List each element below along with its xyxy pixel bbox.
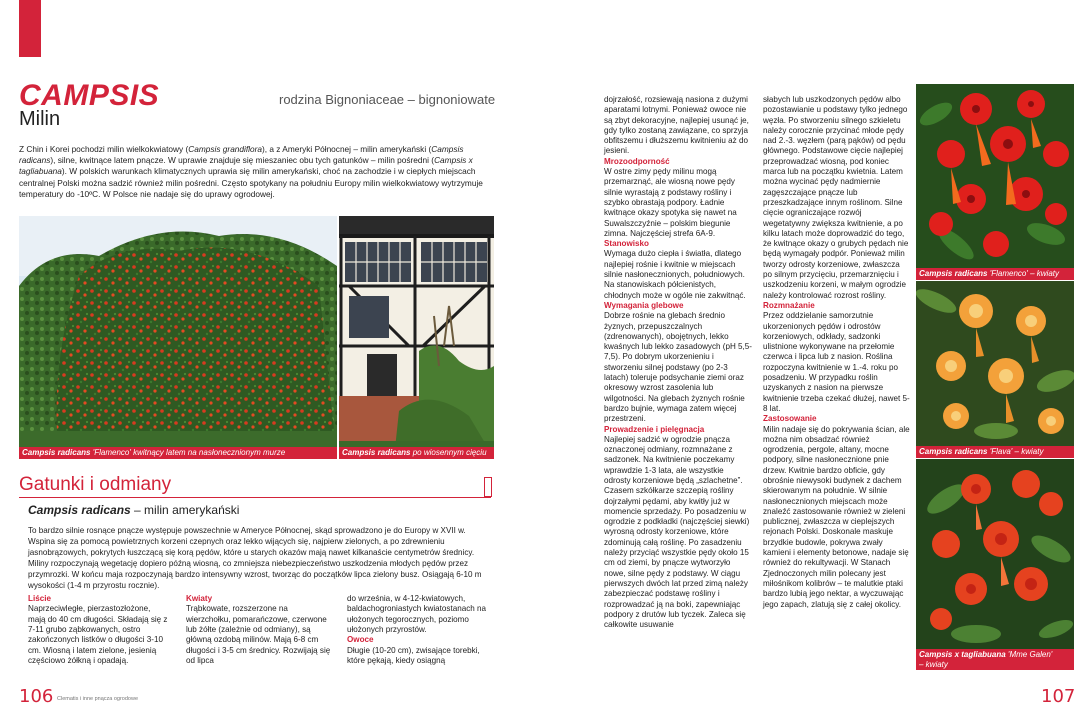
caption-flamenco: Campsis radicans 'Flamenco' – kwiaty [916, 268, 1074, 280]
body-paragraph: Wymaga dużo ciepła i światła, dlatego najlepiej rośnie i kwitnie w miejscach silnie nasłonecznionych, południowych. Na stanowiskach półcienistych, chłodnych może w ogóle nie zakwitnąć. [604, 249, 746, 300]
body-paragraph: W ostre zimy pędy milinu mogą przemarznąć, ale wiosną nowe pędy silnie wyrastają z podstawy rośliny i szybko obrastają podpory. Ładnie kwitnące okazy spotyka się nawet na Suwalszczyźnie – polskim biegunie zimna. Najczęściej strefa 6A-9. [604, 167, 737, 238]
body-paragraph: Najlepiej sadzić w ogrodzie pnącza oznaczonej odmiany, rozmnażane z sadzonek. Na kwitnienie poczekamy wprawdzie 1-3 lata, ale wszystkie odrosty korzeniowe będą „szlachetne”. Czasem szkółkarze szczepią rośliny dojrzałymi pędami, aby kwitły już w momencie sprzedaży. Po posadzeniu w ogrodzie z podkładki (najczęściej siewki) wyrosną odrosty korzeniowe, które zdominują całą roślinę. Po zasadzeniu należy przyciąć wszystkie pędy około 15 cm od ziemi, by pnącze wytworzyło nowe, silne pędy z podstawy. W ciągu pierwszych dwóch lat przed zimą należy zabezpieczać podstawę rośliny i rozprowadzać ją na boki, zapewniając podpory z drutów lub tyczek. Zaleca się całkowite usuwanie [604, 434, 750, 630]
common-name: Milin [19, 108, 61, 130]
wall-photo-illustration [19, 216, 337, 458]
photo-flamenco-flowers [916, 84, 1074, 268]
photo-campsis-wall [19, 216, 337, 458]
caption-house-photo: Campsis radicans po wiosennym cięciu [339, 447, 494, 459]
subsection-heading: Wymagania glebowe [604, 300, 684, 310]
section-rule [19, 497, 491, 498]
caption-mme-galen: Campsis x tagliabuana 'Mme Galen' – kwiaty [916, 649, 1074, 670]
house-photo-illustration [339, 216, 494, 458]
subsection-heading: Stanowisko [604, 239, 649, 249]
photo-house-after-pruning [339, 216, 494, 458]
subsection-heading: Prowadzenie i pielęgnacja [604, 424, 705, 434]
latin-name: Campsis grandiflora [188, 144, 263, 154]
caption-wall-photo: Campsis radicans 'Flamenco' kwitnący latem na nasłonecznionym murze [19, 447, 337, 459]
subsection-heading: Rozmnażanie [763, 300, 815, 310]
flamenco-photo-illustration [916, 84, 1074, 268]
species-description: To bardzo silnie rosnące pnącze występuje powszechnie w Ameryce Północnej, skąd sprowadzono je do Europy w XVII w. Wspina się za pomocą powietrznych korzeni czepnych oraz lekko wijących się, najpierw zielonych, a po zdrewnieniu jasnobrązowych, pokrytych łuszczącą się korą pędów, które u starych okazów mają nawet kilkanaście centymetrów średnicy. Miliny rozpoczynają wegetację dopiero późną wiosną, co zmniejsza niebezpieczeństwo uszkodzenia młodych pędów przez przymrozki. W końcu maja rozpoczynają bardzo intensywny wzrost, tworząc do początków lipca zielony busz. Osiągają 6-10 m wysokości (1-4 m przyrostu rocznie). [28, 526, 482, 590]
intro-text: ), silne, kwitnące latem pnącze. W uprawie znajduje się mieszaniec obu tych gatunków – milin pośredni ( [50, 155, 435, 166]
family-name: rodzina Bignoniaceae – bignoniowate [279, 92, 496, 107]
genus-title: CAMPSIS [19, 79, 160, 112]
body-paragraph: Milin nadaje się do pokrywania ścian, ale można nim obsadzać również ogrodzenia, pergole, altany, mocne podpory, silne nasłonecznione pnie drzew. Kwitnie bardzo obficie, gdy obrośnie niewysoki budynek z dachem skierowanym na południe. W silnie nasłonecznionych miejscach może znaleźć zastosowanie również w zieleni publicznej, zwłaszcza w cieplejszych rejonach Polski. Doskonale maskuje brzydkie budowle, pokrywa zwały kamieni i elementy betonowe, nadaje się również do rekultywacji. W Stanach Zjednoczonych milin polecany jest miłośnikom kolibrów – te malutkie ptaki bardzo lubią jego nektar, a wyczuwając jego zapach, zlatują się z całej okolicy. [763, 424, 910, 609]
latin-name: Campsis radicans [19, 144, 464, 166]
species-heading: Campsis radicans – milin amerykański [28, 503, 240, 517]
red-tab-marker [19, 0, 41, 57]
latin-name: Campsis x tagliabuana [19, 155, 473, 177]
page-number-left: 106 [19, 686, 54, 707]
right-text-column-2 [763, 95, 910, 610]
flava-photo-illustration [916, 281, 1074, 446]
photo-flava-flowers [916, 281, 1074, 446]
mme-galen-photo-illustration [916, 459, 1074, 649]
intro-paragraph [19, 144, 487, 200]
page-number-right: 107 [1041, 686, 1076, 707]
running-footer-label: Clematis i inne pnącza ogrodowe [57, 696, 139, 702]
body-paragraph: dojrzałość, rozsiewają nasiona z dużymi aparatami lotnymi. Ponieważ owoce nie są zbyt dekoracyjne, najlepiej usunąć je, gdy tylko zostaną zawiązane, co sprzyja obfitszemu i dłuższemu kwitnieniu aż do jesieni. [604, 95, 749, 156]
flowers-column: Kwiaty Trąbkowate, rozszerzone na wierzchołku, pomarańczowe, czerwone lub żółte (zależnie od odmiany), są główną ozdobą milinów. Mają 6-8 cm długości i 3-5 cm średnicy. Rozwijają się od lipca [186, 594, 331, 666]
fruits-column: do września, w 4-12-kwiatowych, baldachogroniastych kwiatostanach na ułożonych tegorocznych, poziomo ułożonych przyrostów. Owoce Długie (10-20 cm), zwisające torebki, które pękają, kiedy osiągną [347, 594, 487, 666]
photo-mme-galen-flowers [916, 459, 1074, 649]
intro-text: ), a z Ameryki Północnej – milin amerykański ( [262, 144, 432, 154]
right-text-column-1 [604, 95, 752, 630]
leaves-column: Liście Naprzeciwległe, pierzastozłożone, mają do 40 cm długości. Składają się z 7-11 grubo ząbkowanych, ostro zakończonych listków o długości 3-10 cm. Wiosną i latem zielone, jesienią częściowo żółkną i opadają. [28, 594, 168, 666]
body-paragraph: słabych lub uszkodzonych pędów albo pozostawianie u podstawy tylko jednego węzła. Po stworzeniu silnego szkieletu należy corocznie przycinać młode pędy nad 2.-3. węzłem (parą pąków) od pędu głównego. Podstawowe cięcie najlepiej przeprowadzać wiosną, pod koniec marca lub na początku kwietnia. Latem można wycinać pędy nadmiernie zagęszczające pnącze lub przeszkadzające innym roślinom. Silne cięcie ograniczające rozwój wegetatywny zwiększa kwitnienie, a po kilku latach może doprowadzić do tego, że kwitnące okazy o grubych pędach nie będą wymagały podpór. Ponieważ milin tworzy odrosty korzeniowe, zwłaszcza po silnym przycięciu, przemarznięciu i uszkodzeniu korzeni, w małym ogrodzie należy kontrolować rozrost rośliny. [763, 95, 909, 300]
subsection-heading: Zastosowanie [763, 414, 817, 424]
section-rule-end-marker [484, 477, 492, 497]
body-paragraph: Przez oddzielanie samorzutnie ukorzenionych pędów i odrostów korzeniowych, odkłady, sadzonki ulistnione wykonywane na przełomie czerwca i lipca lub z nasion. Roślina rozpoczyna kwitnienie w 1.-4. roku po posadzeniu. W przypadku roślin uzyskanych z nasion na pierwsze kwitnienie trzeba czekać dłużej, nawet 5-8 lat. [763, 311, 910, 413]
intro-text: Z Chin i Korei pochodzi milin wielkokwiatowy ( [19, 144, 189, 154]
body-paragraph: Dobrze rośnie na glebach średnio żyznych, przepuszczalnych (zdrenowanych), obojętnych, lekko kwaśnych lub lekko zasadowych (pH 5,5-7,5). Po dobrym ukorzenieniu i stworzeniu silnej podstawy (po 2-3 latach) toleruje podsychanie ziemi oraz okresowy wzrost zasolenia lub wilgotności. Na glebach żyznych rośnie bardzo bujnie, wymaga zatem więcej przestrzeni. [604, 311, 753, 424]
intro-text: ). W polskich warunkach klimatycznych uprawia się milin amerykański, choć na zachodzie i w ciepłych miejscach centralnej Polski można sadzić również milin pośredni. Często spotykany na południu Europy milin wielkokwiatowy wytrzymuje temperatury do -10ºC. W Polsce nie nadaje się do uprawy ogrodowej. [19, 166, 483, 199]
section-heading: Gatunki i odmiany [19, 474, 172, 495]
subsection-heading: Mrozoodporność [604, 156, 670, 166]
caption-flava: Campsis radicans 'Flava' – kwiaty [916, 446, 1074, 458]
